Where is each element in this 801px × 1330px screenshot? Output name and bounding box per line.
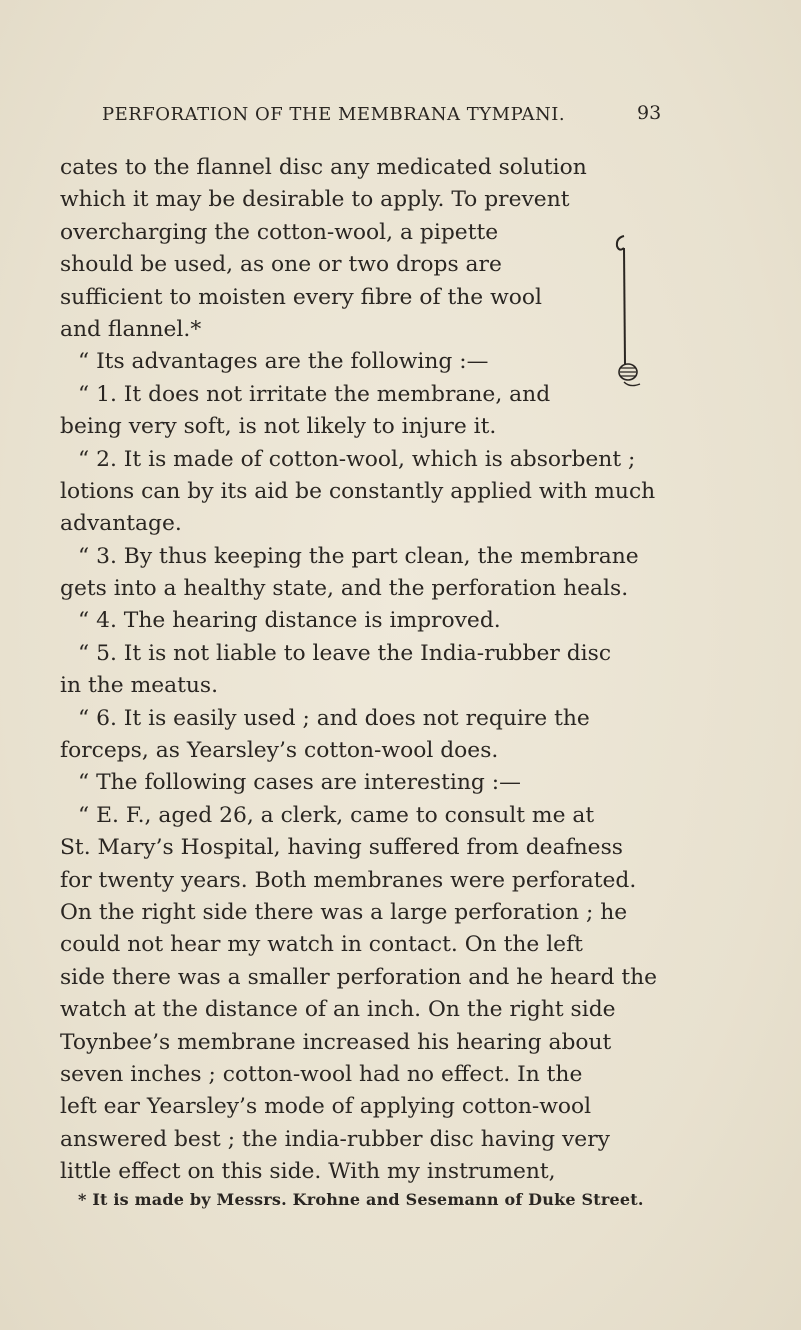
text-line: being very soft, is not likely to injure it. <box>60 414 497 440</box>
running-head: PERFORATION OF THE MEMBRANA TYMPANI. <box>102 104 566 125</box>
text-line: “ Its advantages are the following :— <box>78 349 489 375</box>
text-line: advantage. <box>60 511 182 537</box>
text-line: cates to the flannel disc any medicated solution <box>60 155 587 180</box>
text-line: gets into a healthy state, and the perforation heals. <box>60 576 629 602</box>
text-line: “ 4. The hearing distance is improved. <box>78 608 501 634</box>
text-line: “ 6. It is easily used ; and does not require the <box>78 705 590 731</box>
text-line: little effect on this side. With my instrument, <box>60 1159 556 1185</box>
text-line: “ 1. It does not irritate the membrane, and <box>78 381 551 407</box>
text-line: and flannel.* <box>60 316 202 342</box>
text-line: “ 2. It is made of cotton-wool, which is absorbent ; <box>78 446 636 472</box>
text-line: St. Mary’s Hospital, having suffered from deafness <box>60 835 623 861</box>
text-line: seven inches ; cotton-wool had no effect. In the <box>60 1061 583 1087</box>
text-line: On the right side there was a large perforation ; he <box>60 899 628 925</box>
text-line: “ The following cases are interesting :— <box>78 770 521 796</box>
text-line: forceps, as Yearsley’s cotton-wool does. <box>60 738 499 764</box>
text-line: which it may be desirable to apply. To prevent <box>60 187 570 213</box>
text-line: answered best ; the india-rubber disc having very <box>60 1126 610 1152</box>
text-line: side there was a smaller perforation and he heard the <box>60 964 658 990</box>
page-number: 93 <box>637 102 662 124</box>
text-line: sufficient to moisten every fibre of the wool <box>60 284 543 310</box>
text-line: “ E. F., aged 26, a clerk, came to consult me at <box>78 802 595 828</box>
text-line: Toynbee’s membrane increased his hearing about <box>60 1029 612 1055</box>
text-line: watch at the distance of an inch. On the right side <box>60 997 616 1023</box>
footnote: * It is made by Messrs. Krohne and Sesemann of Duke Street. <box>78 1190 644 1209</box>
text-line: overcharging the cotton-wool, a pipette <box>60 219 499 245</box>
text-line: left ear Yearsley’s mode of applying cotton-wool <box>60 1094 592 1120</box>
text-line: “ 5. It is not liable to leave the India-rubber disc <box>78 640 612 666</box>
text-line: in the meatus. <box>60 673 219 699</box>
text-line: “ 3. By thus keeping the part clean, the membrane <box>78 543 639 569</box>
text-line: could not hear my watch in contact. On the left <box>60 932 583 958</box>
text-line: should be used, as one or two drops are <box>60 252 502 278</box>
text-line: for twenty years. Both membranes were perforated. <box>60 867 637 893</box>
instrument-illustration-icon <box>606 230 646 390</box>
text-line: lotions can by its aid be constantly applied with much <box>60 478 656 504</box>
body-text <box>60 152 676 1189</box>
